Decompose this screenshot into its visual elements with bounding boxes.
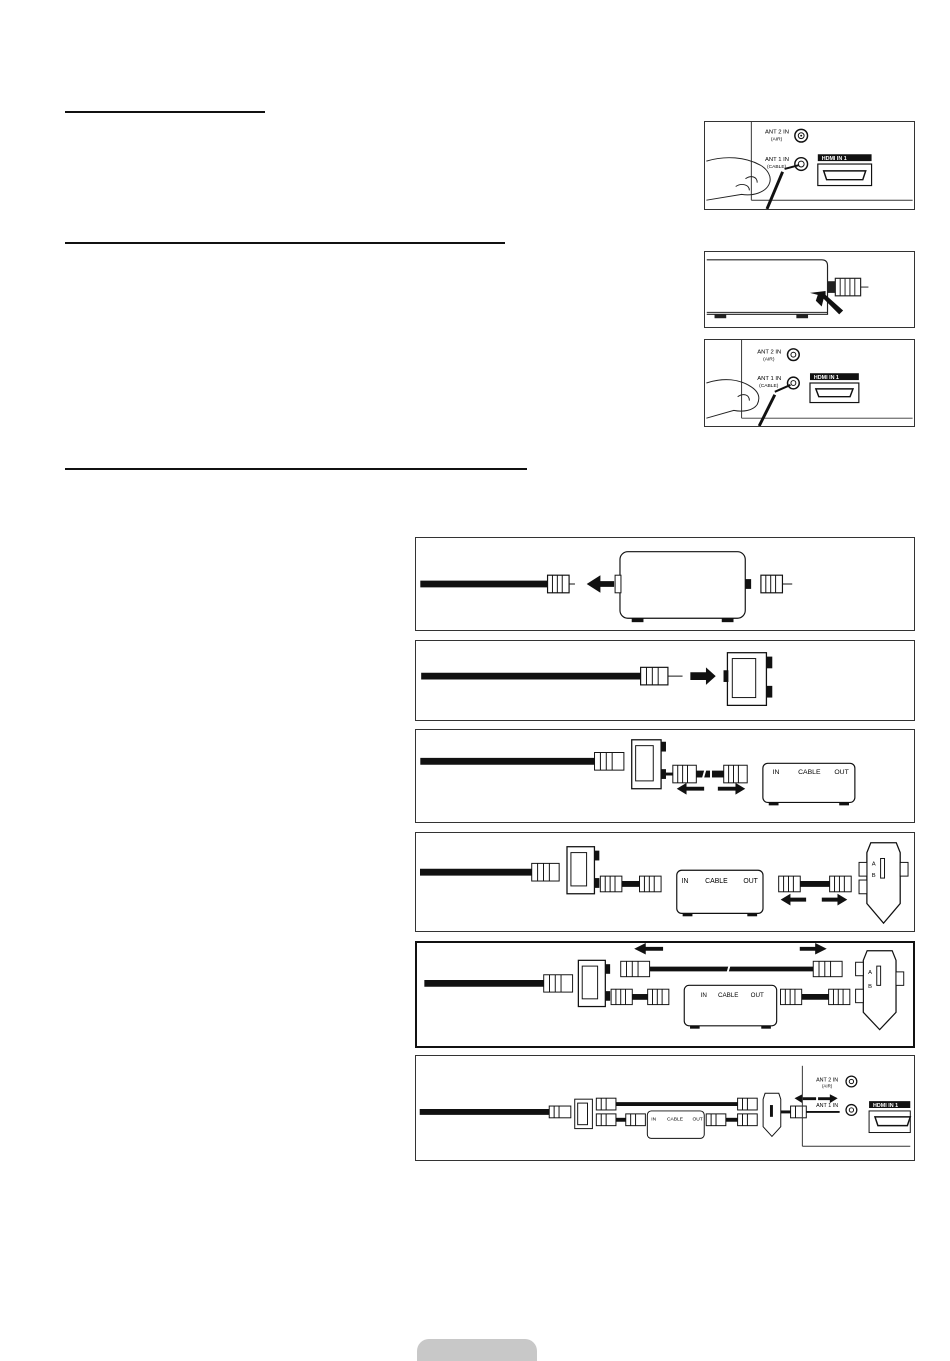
arrow-icon xyxy=(690,667,715,685)
ant1-sub-label: (CABLE) xyxy=(766,164,787,170)
figure-tv-antenna-connection xyxy=(704,121,915,210)
coaxial-connector-icon xyxy=(781,989,802,1004)
splitter-icon xyxy=(575,1099,593,1128)
ant2-sub-label: (AIR) xyxy=(770,137,783,143)
ant2-sub-label: (AIR) xyxy=(821,1083,833,1089)
hdmi-label: HDMI IN 1 xyxy=(873,1103,899,1110)
switch-b-label: B xyxy=(868,984,872,991)
splitter-icon xyxy=(567,847,599,894)
coaxial-connector-icon xyxy=(621,961,650,976)
coaxial-connector-icon xyxy=(813,961,842,976)
splitter-icon xyxy=(724,653,773,706)
figure-cable-box-to-ab-switch xyxy=(415,832,915,932)
ant1-label: ANT 1 IN xyxy=(765,157,790,164)
figure-tv-antenna-connection-2 xyxy=(704,339,915,427)
box-out-label: OUT xyxy=(750,991,764,999)
arrow-left-icon xyxy=(781,894,806,906)
box-out-label: OUT xyxy=(834,769,849,777)
coaxial-cable-icon xyxy=(759,395,775,426)
device-box-icon xyxy=(707,260,828,318)
coaxial-connector-icon xyxy=(829,989,850,1004)
figure-cable-disconnect xyxy=(415,537,915,631)
hdmi-label: HDMI IN 1 xyxy=(821,156,847,163)
arrow-left-icon xyxy=(634,943,663,955)
box-cable-label: CABLE xyxy=(717,991,739,999)
ant1-label: ANT 1 IN xyxy=(757,376,782,383)
hand-icon xyxy=(706,158,770,201)
box-in-label: IN xyxy=(681,877,689,885)
box-in-label: IN xyxy=(772,769,780,777)
coaxial-connector-icon xyxy=(640,876,662,892)
coaxial-connector-icon xyxy=(828,278,869,296)
coaxial-connector-icon xyxy=(738,1114,758,1126)
ant2-sub-label: (AIR) xyxy=(763,357,775,363)
box-out-label: OUT xyxy=(743,877,758,885)
section-2-heading-rule xyxy=(65,242,505,244)
coaxial-connector-icon xyxy=(745,575,792,593)
coaxial-connector-icon xyxy=(724,765,747,783)
switch-a-label: A xyxy=(871,861,876,868)
ant1-label: ANT 1 IN xyxy=(816,1103,839,1110)
section-1-heading-rule xyxy=(65,111,265,113)
arrow-left-icon xyxy=(677,783,704,795)
splitter-icon xyxy=(578,960,610,1006)
box-in-label: IN xyxy=(651,1117,657,1123)
ant1-jack-icon xyxy=(795,158,808,171)
box-out-label: OUT xyxy=(692,1117,703,1123)
box-cable-label: CABLE xyxy=(666,1117,684,1123)
coaxial-connector-icon xyxy=(548,575,575,593)
coaxial-connector-icon xyxy=(611,989,632,1004)
coaxial-connector-icon xyxy=(600,876,622,892)
arrow-right-icon xyxy=(800,943,827,955)
ant2-label: ANT 2 IN xyxy=(765,129,790,136)
coaxial-connector-icon xyxy=(544,975,573,992)
arrow-right-icon xyxy=(818,1094,838,1103)
coaxial-connector-icon xyxy=(673,765,696,783)
arrow-icon xyxy=(587,575,614,593)
switch-b-label: B xyxy=(871,873,876,880)
coaxial-connector-icon xyxy=(596,1098,616,1110)
coaxial-connector-icon xyxy=(738,1098,758,1110)
coaxial-connector-icon xyxy=(779,876,801,892)
coaxial-connector-icon xyxy=(706,1114,726,1126)
coaxial-connector-icon xyxy=(648,989,669,1004)
figure-splitter-box-ab-loop xyxy=(415,941,915,1048)
arrow-right-icon xyxy=(822,894,847,906)
figure-cable-to-connector xyxy=(704,251,915,328)
ant2-jack-icon xyxy=(795,129,808,142)
hdmi-label: HDMI IN 1 xyxy=(813,375,839,382)
ant1-jack-icon xyxy=(846,1105,857,1116)
coaxial-connector-icon xyxy=(549,1106,571,1118)
page-number-tab xyxy=(417,1339,537,1361)
coaxial-connector-icon xyxy=(791,1106,807,1118)
cable-box-icon xyxy=(647,1111,704,1138)
hdmi-port-icon xyxy=(818,164,872,186)
ab-switch-icon xyxy=(859,843,908,923)
coaxial-connector-icon xyxy=(596,1114,616,1126)
figure-full-system-to-tv xyxy=(415,1055,915,1161)
hand-icon xyxy=(706,380,758,419)
arrow-left-icon xyxy=(795,1094,817,1103)
coaxial-cable-icon xyxy=(767,172,783,209)
box-in-label: IN xyxy=(700,991,707,999)
coaxial-connector-icon xyxy=(595,753,624,771)
coaxial-connector-icon xyxy=(626,1114,646,1126)
coaxial-connector-icon xyxy=(830,876,852,892)
ant2-jack-icon xyxy=(846,1076,857,1087)
hdmi-port-icon xyxy=(869,1111,910,1133)
ant2-label: ANT 2 IN xyxy=(757,349,782,356)
ant1-jack-icon xyxy=(788,377,800,389)
box-cable-label: CABLE xyxy=(705,877,728,885)
figure-splitter-to-cable-box xyxy=(415,729,915,823)
box-cable-label: CABLE xyxy=(798,769,821,777)
ab-switch-icon xyxy=(763,1093,781,1136)
arrow-right-icon xyxy=(718,783,745,795)
switch-a-label: A xyxy=(868,969,872,976)
coaxial-connector-icon xyxy=(641,667,683,685)
hdmi-port-icon xyxy=(810,383,859,403)
ant2-label: ANT 2 IN xyxy=(816,1077,839,1084)
figure-cable-to-splitter xyxy=(415,640,915,721)
section-3-heading-rule xyxy=(65,468,527,470)
ant1-sub-label: (CABLE) xyxy=(759,383,779,389)
coaxial-connector-icon xyxy=(532,863,559,881)
ab-switch-icon xyxy=(856,951,904,1030)
splitter-icon xyxy=(632,740,666,789)
ant2-jack-icon xyxy=(788,349,800,361)
device-box-icon xyxy=(615,552,745,622)
